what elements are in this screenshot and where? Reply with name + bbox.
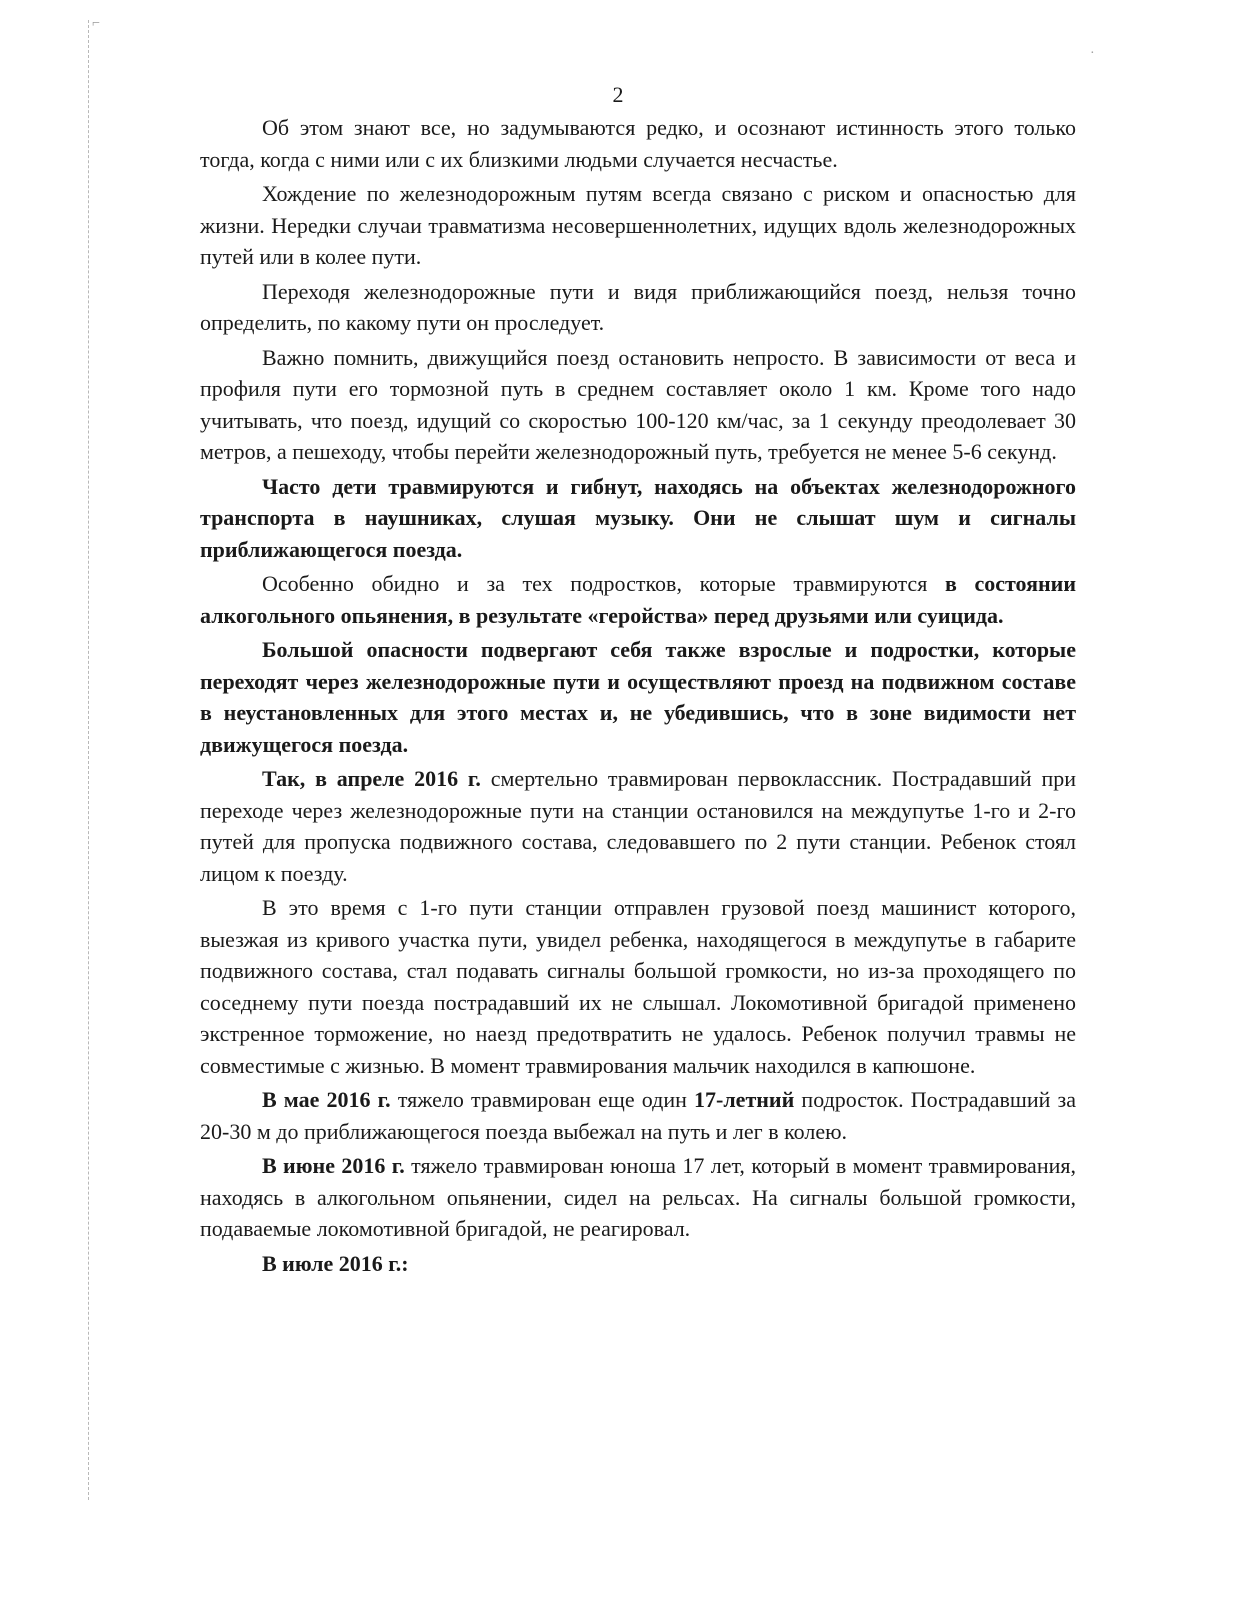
scan-speck: · [1090, 46, 1095, 61]
paragraph-7: Большой опасности подвергают себя также взрослые и подростки, которые переходят через железнодорожные пути и осуществляют проезд на подвижном составе в неустановленных для этого местах и, не убедившись, что в зоне видимости нет движущегося поезда. [200, 637, 1076, 757]
paragraph-6-emphasis: в состоянии алкогольного опьянения, в результате «геройства» перед друзьями или суицида. [200, 571, 1076, 628]
paragraph-10-text-2: подросток. Пострадавший за 20-30 м до приближающегося поезда выбежал на путь и лег в колею. [200, 1087, 1076, 1144]
paragraph-1: Об этом знают все, но задумываются редко, и осознают истинность этого только тогда, когда с ними или с их близкими людьми случается несчастье. [200, 115, 1076, 172]
paragraph-10-emphasis-date: В мае 2016 г. [262, 1087, 391, 1112]
paragraph-8-text: смертельно травмирован первоклассник. Пострадавший при переходе через железнодорожные пути на станции остановился на междупутье 1-го и 2-го путей для пропуска подвижного состава, следовавшего по 2 пути станции. Ребенок стоял лицом к поезду. [200, 766, 1077, 886]
paragraph-2: Хождение по железнодорожным путям всегда связано с риском и опасностью для жизни. Нередки случаи травматизма несовершеннолетних, идущих вдоль железнодорожных путей или в колее пути. [200, 181, 1076, 269]
paragraph-6-text: Особенно обидно и за тех подростков, которые травмируются [262, 571, 945, 596]
paragraph-4: Важно помнить, движущийся поезд остановить непросто. В зависимости от веса и профиля пути его тормозной путь в среднем составляет около 1 км. Кроме того надо учитывать, что поезд, идущий со скоростью 100-120 км/час, за 1 секунду преодолевает 30 метров, а пешеходу, чтобы перейти железнодорожный путь, требуется не менее 5-6 секунд. [200, 344, 1076, 464]
page-number: 2 [612, 82, 624, 107]
paragraph-8-emphasis: Так, в апреле 2016 г. [262, 766, 481, 791]
paragraph-3: Переходя железнодорожные пути и видя приближающийся поезд, нельзя точно определить, по какому пути он проследует. [200, 278, 1076, 335]
paragraph-10 [200, 1084, 1076, 1147]
document-body [200, 112, 1076, 1279]
scan-corner-mark: ⌐ [92, 16, 100, 31]
paragraph-5: Часто дети травмируются и гибнут, находясь на объектах железнодорожного транспорта в наушниках, слушая музыку. Они не слышат шум и сигналы приближающегося поезда. [200, 473, 1076, 562]
paragraph-9: В это время с 1-го пути станции отправлен грузовой поезд машинист которого, выезжая из кривого участка пути, увидел ребенка, находящегося в междупутье в габарите подвижного состава, стал подавать сигналы большой громкости, но из-за проходящего по соседнему пути поезда пострадавший их не слышал. Локомотивной бригадой применено экстренное торможение, но наезд предотвратить не удалось. Ребенок получил травмы не совместимые с жизнью. В момент травмирования мальчик находился в капюшоне. [200, 895, 1076, 1078]
paragraph-6 [200, 568, 1076, 631]
paragraph-10-text-1: тяжело травмирован еще один [390, 1087, 695, 1112]
scan-edge-mark [88, 20, 89, 1500]
paragraph-8 [200, 763, 1076, 889]
paragraph-11-text: тяжело травмирован юноша 17 лет, который в момент травмирования, находясь в алкогольном опьянении, сидел на рельсах. На сигналы большой громкости, подаваемые локомотивной бригадой, не реагировал. [200, 1153, 1076, 1241]
paragraph-10-emphasis-age: 17-летний [694, 1087, 795, 1112]
paragraph-11-emphasis: В июне 2016 г. [262, 1153, 405, 1178]
paragraph-11 [200, 1150, 1076, 1245]
paragraph-12: В июле 2016 г.: [262, 1250, 409, 1276]
